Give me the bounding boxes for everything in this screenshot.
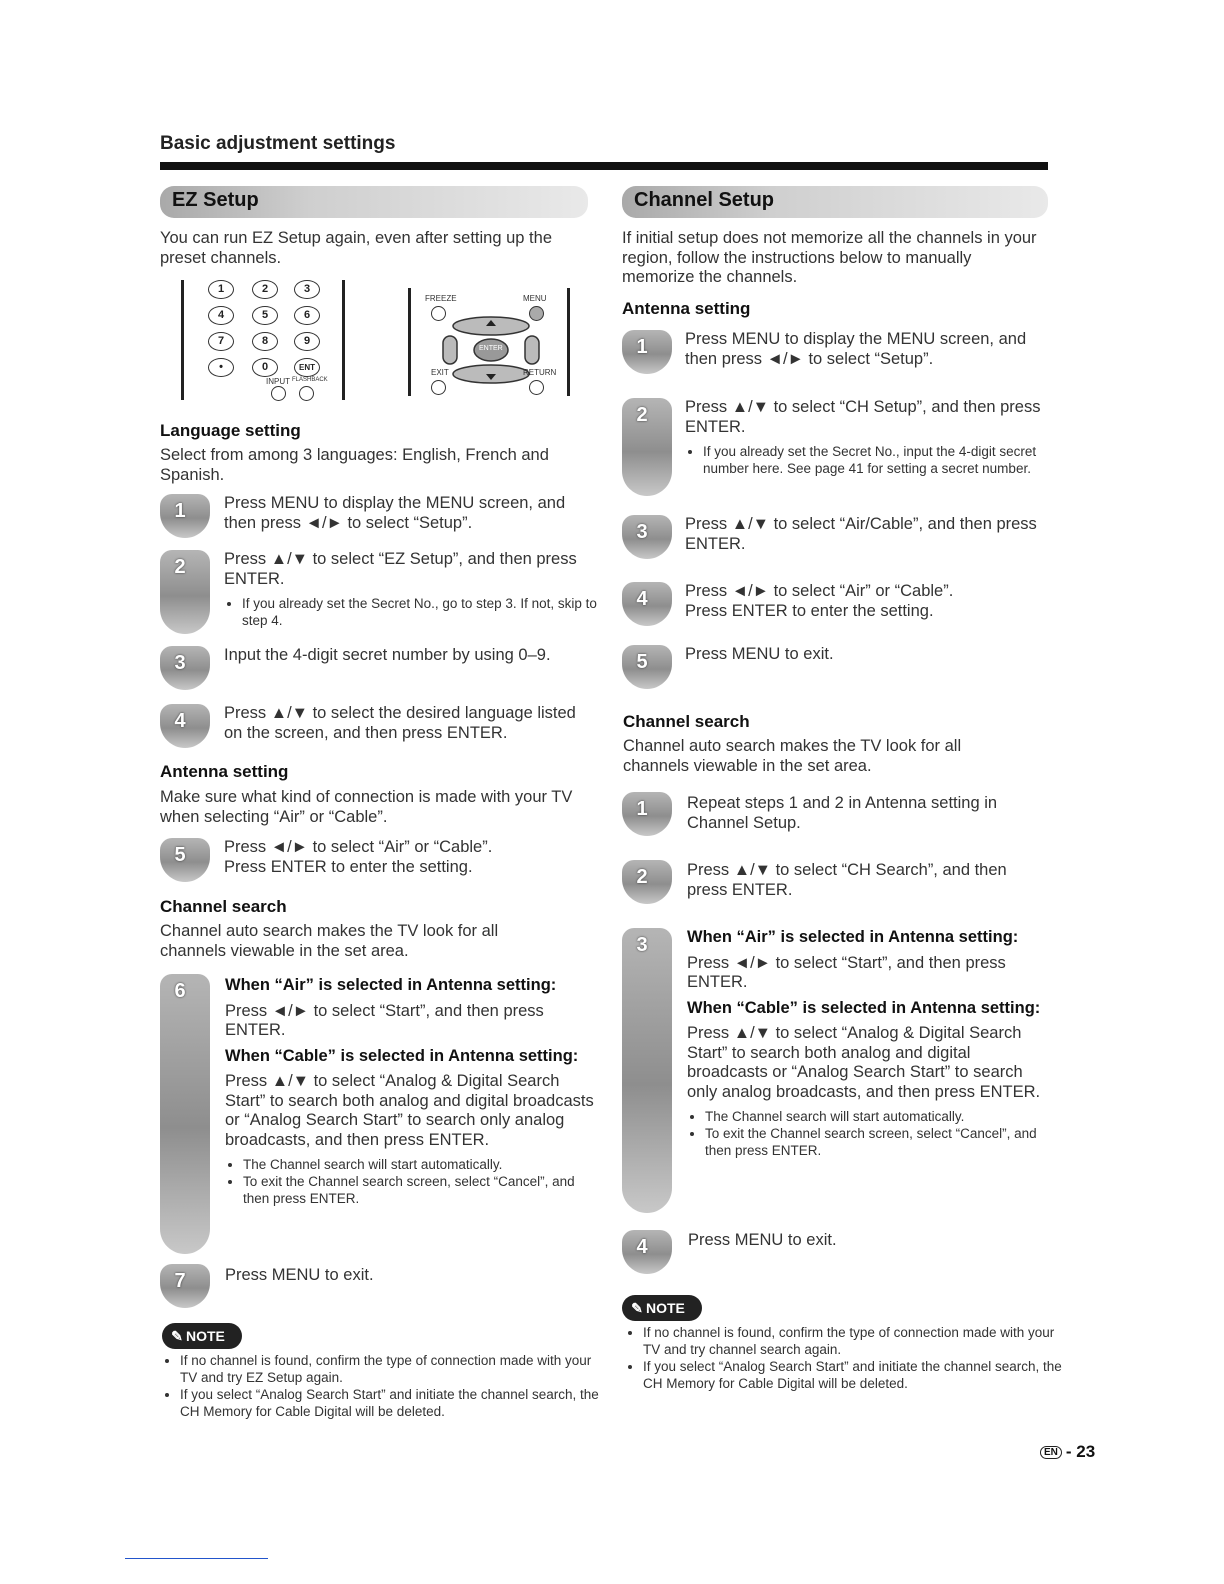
- key-6: 6: [294, 306, 320, 325]
- step-3-text: Input the 4-digit secret number by using 0–9.: [224, 646, 551, 664]
- right-step-badge-4: 4: [622, 582, 672, 626]
- note-badge: ✎ NOTE: [162, 1323, 242, 1349]
- right-channel-search-text: Channel auto search makes the TV look for all channels viewable in the set area.: [623, 737, 962, 775]
- flashback-label: FLASHBACK: [292, 377, 328, 383]
- right-antenna-heading: Antenna setting: [622, 299, 751, 318]
- number-keypad-illustration: [181, 280, 345, 400]
- input-button-icon: [271, 386, 286, 401]
- flashback-button-icon: [299, 386, 314, 401]
- right-search-step-4-text: Press MENU to exit.: [688, 1231, 837, 1249]
- right-note-list: • If no channel is found, confirm the type of connection made with your TV and try channel search again. • If you select “Analog Search Start” and initiate the channel search, the CH Memory for Cable Digital will be deleted.: [625, 1324, 1073, 1392]
- right-pencil-icon: ✎: [631, 1300, 643, 1316]
- right-search-step-2-text: Press ▲/▼ to select “CH Search”, and then press ENTER.: [687, 861, 1007, 899]
- key-4: 4: [208, 306, 234, 325]
- right-search-badge-2: 2: [622, 860, 672, 904]
- step-5-text: Press ◄/► to select “Air” or “Cable”. Press ENTER to enter the setting.: [224, 838, 493, 876]
- key-5: 5: [252, 306, 278, 325]
- step-badge-3: 3: [160, 646, 210, 690]
- right-search-step-3-content: [687, 928, 1052, 1159]
- key-ent: ENT: [294, 358, 320, 377]
- right-step-badge-2: 2: [622, 398, 672, 496]
- step-2-text: Press ▲/▼ to select “EZ Setup”, and then press ENTER.: [224, 550, 577, 588]
- step-badge-2: 2: [160, 550, 210, 634]
- step-4-text: Press ▲/▼ to select the desired language listed on the screen, and then press ENTER.: [224, 704, 576, 742]
- language-setting-heading: Language setting: [160, 421, 301, 440]
- right-step-5-text: Press MENU to exit.: [685, 645, 834, 663]
- step-badge-4: 4: [160, 704, 210, 748]
- air-text: Press ◄/► to select “Start”, and then press ENTER.: [225, 1001, 544, 1039]
- step-1-text: Press MENU to display the MENU screen, and then press ◄/► to select “Setup”.: [224, 494, 566, 532]
- right-air-text: Press ◄/► to select “Start”, and then press ENTER.: [687, 953, 1006, 991]
- right-step-badge-1: 1: [622, 330, 672, 374]
- return-label: RETURN: [523, 368, 557, 377]
- antenna-setting-heading: Antenna setting: [160, 762, 289, 781]
- step-badge-6: 6: [160, 974, 210, 1254]
- channel-setup-banner: [622, 186, 1048, 218]
- enter-label: ENTER: [479, 345, 503, 352]
- channel-search-heading: Channel search: [160, 897, 287, 916]
- channel-search-text: Channel auto search makes the TV look for all channels viewable in the set area.: [160, 922, 499, 960]
- step-6-notes: • The Channel search will start automatically. • To exit the Channel search screen, select “Cancel”, and then press ENTER.: [225, 1156, 595, 1207]
- right-step-2-note: • If you already set the Secret No., input the 4-digit secret number here. See page 41 for setting a secret number.: [685, 443, 1063, 477]
- right-step-badge-3: 3: [622, 515, 672, 559]
- right-cable-text: Press ▲/▼ to select “Analog & Digital Search Start” to search both analog and digital broadcasts or “Analog Search Start” to search only analog broadcasts, and then press ENTER.: [687, 1024, 1041, 1101]
- right-step-1-text: Press MENU to display the MENU screen, and then press ◄/► to select “Setup”.: [685, 330, 1027, 368]
- exit-label: EXIT: [431, 368, 449, 377]
- key-3: 3: [294, 280, 320, 299]
- footer-rule: [125, 1558, 268, 1559]
- right-search-badge-1: 1: [622, 792, 672, 836]
- key-8: 8: [252, 332, 278, 351]
- language-setting-text: Select from among 3 languages: English, French and Spanish.: [160, 446, 549, 484]
- step-2-note: • If you already set the Secret No., go to step 3. If not, skip to step 4.: [224, 595, 602, 629]
- right-note-badge: ✎ NOTE: [622, 1295, 702, 1321]
- input-label: INPUT: [266, 377, 290, 386]
- title-rule: [160, 162, 1048, 170]
- right-search-step-1-text: Repeat steps 1 and 2 in Antenna setting in Channel Setup.: [687, 794, 998, 832]
- section-title: Basic adjustment settings: [160, 133, 396, 154]
- key-7: 7: [208, 332, 234, 351]
- channel-setup-intro: If initial setup does not memorize all the channels in your region, follow the instructions below to manually memorize the channels.: [622, 229, 1037, 286]
- navigation-pad-illustration: [408, 288, 570, 396]
- freeze-label: FREEZE: [425, 294, 457, 303]
- step-7-text: Press MENU to exit.: [225, 1266, 374, 1284]
- left-note-list: • If no channel is found, confirm the type of connection made with your TV and try EZ Setup again. • If you select “Analog Search Start” and initiate the channel search, the CH Memory for Cable Digital will be deleted.: [162, 1352, 608, 1420]
- menu-label: MENU: [523, 294, 547, 303]
- step-badge-5: 5: [160, 838, 210, 882]
- en-language-icon: EN: [1040, 1446, 1062, 1459]
- right-cable-heading: When “Cable” is selected in Antenna setting:: [687, 998, 1041, 1017]
- right-air-heading: When “Air” is selected in Antenna setting:: [687, 928, 1019, 946]
- channel-setup-heading: Channel Setup: [634, 189, 775, 211]
- step-badge-7: 7: [160, 1264, 210, 1308]
- right-search-badge-3: 3: [622, 928, 672, 1213]
- step-badge-1: 1: [160, 494, 210, 538]
- key-0: 0: [252, 358, 278, 377]
- key-2: 2: [252, 280, 278, 299]
- pencil-icon: ✎: [171, 1328, 183, 1344]
- cable-heading: When “Cable” is selected in Antenna setting:: [225, 1046, 579, 1065]
- right-step-2-text: Press ▲/▼ to select “CH Setup”, and then press ENTER.: [685, 398, 1041, 436]
- antenna-setting-text: Make sure what kind of connection is made with your TV when selecting “Air” or “Cable”.: [160, 788, 573, 826]
- key-dot: •: [208, 358, 234, 377]
- ez-setup-heading: EZ Setup: [172, 189, 259, 211]
- key-1: 1: [208, 280, 234, 299]
- exit-button-icon: [431, 380, 446, 395]
- return-button-icon: [529, 380, 544, 395]
- right-step-badge-5: 5: [622, 645, 672, 689]
- right-search-badge-4: 4: [622, 1230, 672, 1274]
- step-6-content: [225, 976, 595, 1207]
- cable-text: Press ▲/▼ to select “Analog & Digital Search Start” to search both analog and digital broadcasts or “Analog Search Start” to search only analog broadcasts, and then press ENTER.: [225, 1072, 594, 1149]
- ez-setup-intro: You can run EZ Setup again, even after setting up the preset channels.: [160, 229, 552, 267]
- right-step-4-text: Press ◄/► to select “Air” or “Cable”. Press ENTER to enter the setting.: [685, 582, 954, 620]
- ez-setup-banner: [160, 186, 588, 218]
- key-9: 9: [294, 332, 320, 351]
- right-channel-search-heading: Channel search: [623, 712, 750, 731]
- right-step-3-notes: • The Channel search will start automatically. • To exit the Channel search screen, select “Cancel”, and then press ENTER.: [687, 1108, 1052, 1159]
- page-number: EN - 23: [1040, 1442, 1095, 1462]
- right-step-3-text: Press ▲/▼ to select “Air/Cable”, and then press ENTER.: [685, 515, 1037, 553]
- air-heading: When “Air” is selected in Antenna setting:: [225, 976, 557, 994]
